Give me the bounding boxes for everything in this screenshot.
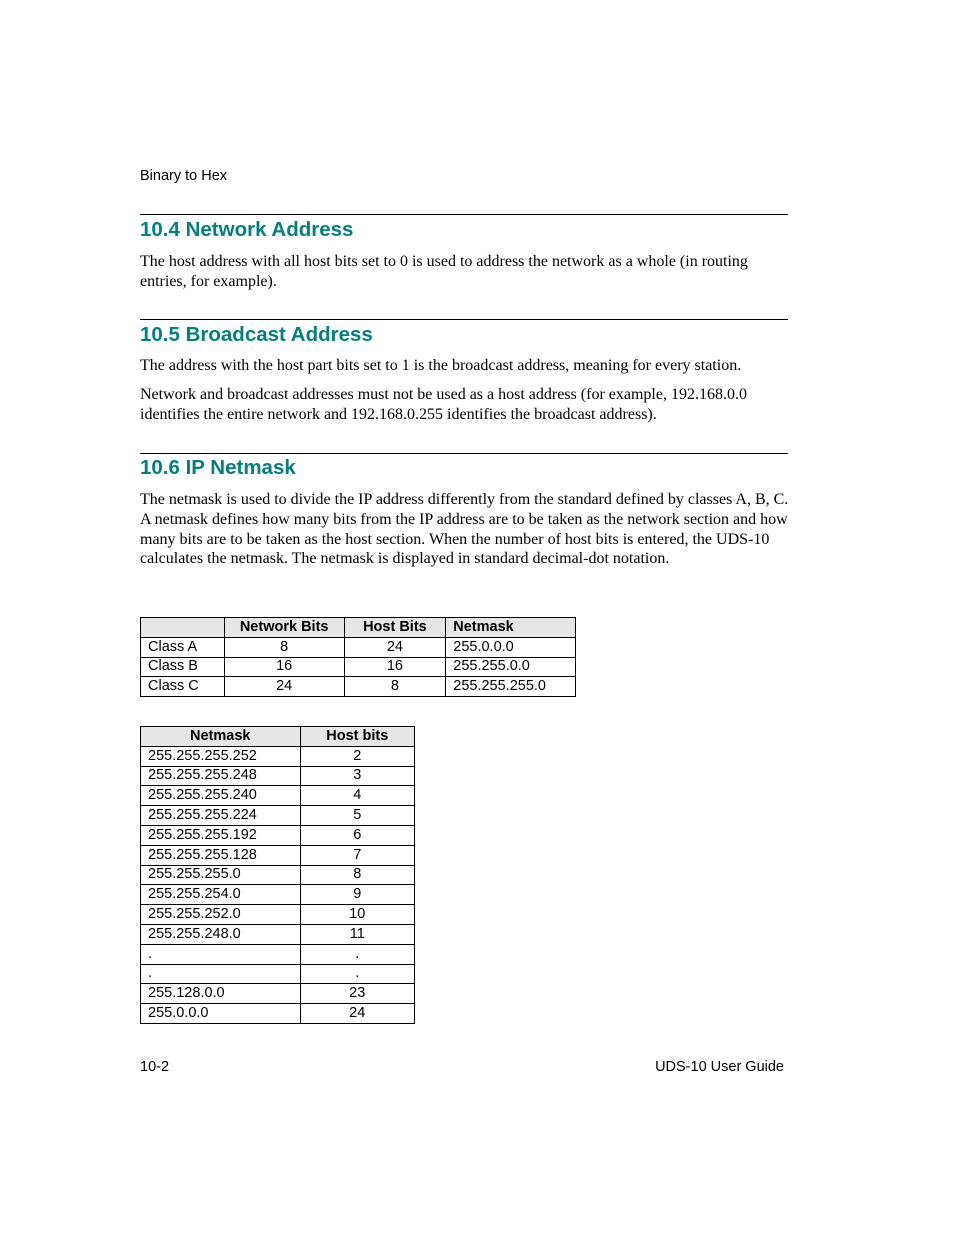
table-cell: Class A: [141, 637, 225, 657]
section-heading-network-address: 10.4 Network Address: [140, 218, 354, 241]
paragraph-network-address: The host address with all host bits set to 0 is used to address the network as a whole (in routing entries, for example).: [140, 253, 748, 290]
table-cell: 255.255.255.224: [141, 806, 301, 826]
table-row: [141, 637, 576, 657]
paragraph-broadcast-address: The address with the host part bits set to 1 is the broadcast address, meaning for every station.: [140, 357, 742, 374]
section-heading-ip-netmask: 10.6 IP Netmask: [140, 456, 296, 479]
table-cell: .: [141, 964, 301, 984]
table-cell: Class B: [141, 657, 225, 677]
class-netmask-table: [140, 617, 576, 697]
table-row: [141, 786, 415, 806]
table-row: [141, 885, 415, 905]
paragraph-broadcast-example: Network and broadcast addresses must not be used as a host address (for example, 192.168.0.0 identifies the entire network and 192.168.0.255 identifies the broadcast address).: [140, 386, 747, 423]
table-cell: 255.255.255.240: [141, 786, 301, 806]
footer-page-number: 10-2: [140, 1059, 170, 1075]
table-cell: 255.128.0.0: [141, 984, 301, 1004]
table-cell: Class C: [141, 677, 225, 697]
table-row: [141, 746, 415, 766]
table-cell: 8: [300, 865, 415, 885]
table-cell: 7: [300, 845, 415, 865]
table-cell: 10: [300, 905, 415, 925]
section-rule: [140, 453, 788, 454]
table-row: [141, 924, 415, 944]
table-cell: 255.0.0.0: [141, 1004, 301, 1024]
header-cell: Netmask: [446, 618, 576, 638]
section-rule: [140, 319, 788, 320]
table-cell: 255.255.255.128: [141, 845, 301, 865]
table-cell: 8: [224, 637, 344, 657]
table-cell: 5: [300, 806, 415, 826]
table-cell: 4: [300, 786, 415, 806]
table-cell: 255.255.255.252: [141, 746, 301, 766]
section-heading-broadcast-address: 10.5 Broadcast Address: [140, 323, 373, 346]
table-cell: 255.255.252.0: [141, 905, 301, 925]
header-cell: Netmask: [141, 727, 301, 747]
section-rule: [140, 214, 788, 215]
table-row: [141, 905, 415, 925]
table-cell: 24: [224, 677, 344, 697]
paragraph-ip-netmask: The netmask is used to divide the IP address differently from the standard defined by classes A, B, C. A netmask defines how many bits from the IP address are to be taken as the network section and how many bits are to be taken as the host section. When the number of host bits is entered, the UDS-10 calculates the netmask. The netmask is displayed in standard decimal-dot notation.: [140, 491, 789, 568]
table-cell: 23: [300, 984, 415, 1004]
table-cell: 255.255.254.0: [141, 885, 301, 905]
header-cell: Host Bits: [344, 618, 446, 638]
table-cell: 16: [224, 657, 344, 677]
table-row: [141, 984, 415, 1004]
table-cell: 255.255.0.0: [446, 657, 576, 677]
footer-guide-title: UDS-10 User Guide: [655, 1059, 784, 1075]
table-cell: 255.255.248.0: [141, 924, 301, 944]
table-row: [141, 865, 415, 885]
table-row: [141, 825, 415, 845]
table-cell: 255.255.255.0: [446, 677, 576, 697]
table-header-row: [141, 727, 415, 747]
table-cell: 16: [344, 657, 446, 677]
header-cell: Host bits: [300, 727, 415, 747]
table-cell: 9: [300, 885, 415, 905]
table-cell: .: [141, 944, 301, 964]
running-head: Binary to Hex: [140, 168, 228, 184]
table-cell: 24: [300, 1004, 415, 1024]
table-row: [141, 657, 576, 677]
table-row: [141, 944, 415, 964]
table-cell: 255.255.255.248: [141, 766, 301, 786]
table-row: [141, 806, 415, 826]
table-cell: 255.255.255.0: [141, 865, 301, 885]
table-cell: 3: [300, 766, 415, 786]
table-cell: 255.0.0.0: [446, 637, 576, 657]
table-cell: 11: [300, 924, 415, 944]
table-cell: .: [300, 944, 415, 964]
table-row: [141, 964, 415, 984]
header-cell: Network Bits: [224, 618, 344, 638]
table-cell: 8: [344, 677, 446, 697]
table-cell: 255.255.255.192: [141, 825, 301, 845]
table-cell: .: [300, 964, 415, 984]
table-header-row: [141, 618, 576, 638]
header-cell: [141, 618, 225, 638]
netmask-host-bits-table: [140, 726, 415, 1024]
table-row: [141, 766, 415, 786]
table-row: [141, 677, 576, 697]
table-cell: 2: [300, 746, 415, 766]
table-cell: 24: [344, 637, 446, 657]
table-row: [141, 1004, 415, 1024]
table-row: [141, 845, 415, 865]
table-cell: 6: [300, 825, 415, 845]
